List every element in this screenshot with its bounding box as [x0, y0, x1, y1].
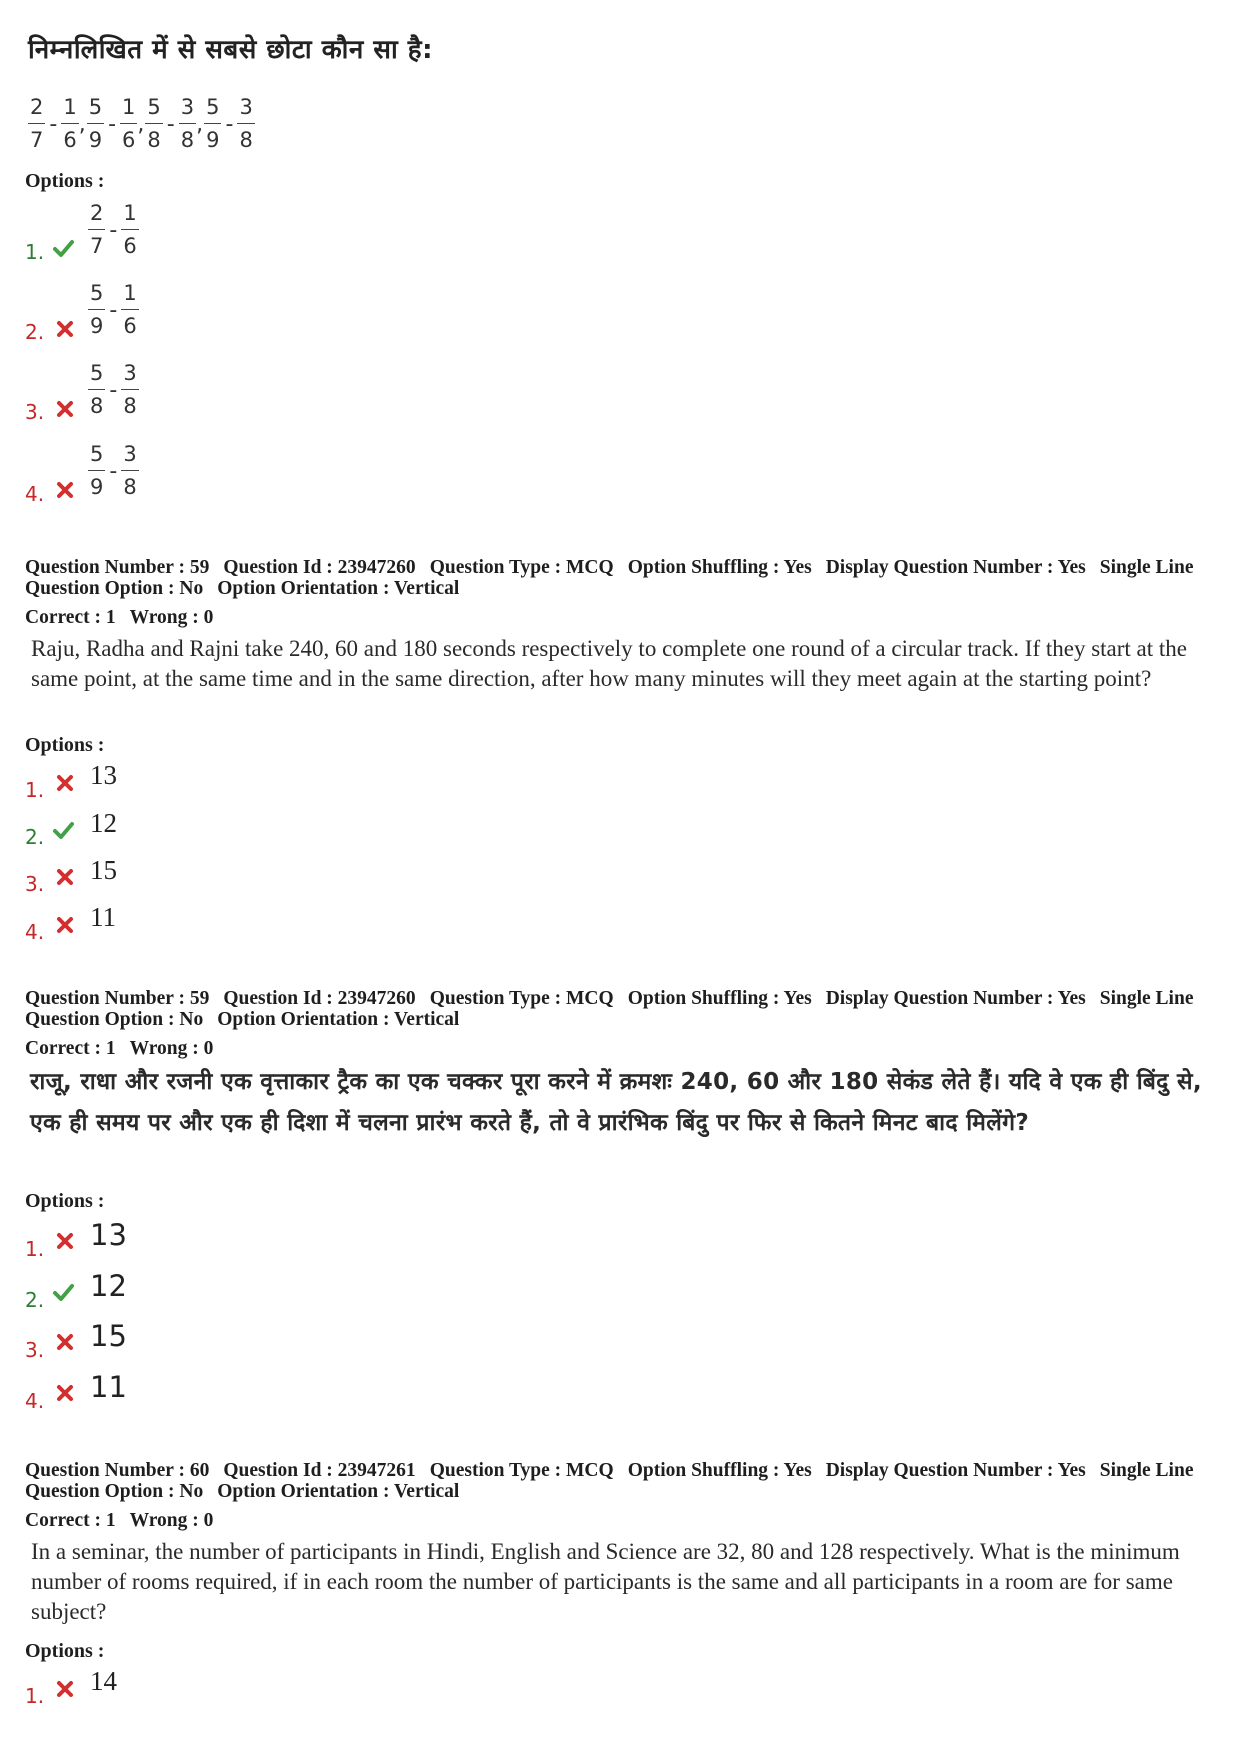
options-label: Options : — [25, 170, 105, 192]
option-value: 14 — [90, 1666, 117, 1696]
option-number: 2. — [25, 825, 45, 849]
options-label: Options : — [25, 1190, 105, 1212]
fraction: $\frac{1}{6}$ — [122, 95, 136, 152]
operator: - — [166, 111, 175, 137]
wrong-cross-icon — [54, 1678, 76, 1700]
option-value: 12 — [90, 808, 117, 838]
option-value: 13 — [90, 1218, 127, 1252]
operator: - — [49, 111, 58, 137]
question-expression-list — [28, 97, 255, 151]
option-value: 11 — [90, 902, 116, 932]
option-expression: $\frac{5}{9}$ - $\frac{3}{8}$ — [90, 442, 137, 499]
option-number: 2. — [25, 320, 45, 344]
wrong-cross-icon — [54, 1331, 76, 1353]
wrong-cross-icon — [54, 914, 76, 936]
question-marks: Correct : 1 Wrong : 0 — [25, 1510, 214, 1531]
operator: - — [108, 111, 117, 137]
operator: - — [225, 111, 234, 137]
option-value: 15 — [90, 855, 117, 885]
option-expression: $\frac{2}{7}$ - $\frac{1}{6}$ — [90, 201, 137, 258]
option-value: 11 — [90, 1370, 127, 1404]
wrong-cross-icon — [54, 1230, 76, 1252]
fraction: $\frac{2}{7}$ — [30, 95, 44, 152]
fraction: $\frac{5}{9}$ — [88, 95, 103, 152]
option-value: 15 — [90, 1319, 127, 1353]
separator: , — [137, 111, 145, 137]
option-expression: $\frac{5}{8}$ - $\frac{3}{8}$ — [90, 361, 137, 418]
separator: , — [196, 111, 204, 137]
option-value: 13 — [90, 760, 117, 790]
wrong-cross-icon — [54, 479, 76, 501]
question-text: निम्नलिखित में से सबसे छोटा कौन सा है: — [28, 35, 433, 65]
fraction: $\frac{5}{8}$ — [147, 95, 161, 152]
fraction: $\frac{5}{9}$ — [206, 95, 220, 152]
question-marks: Correct : 1 Wrong : 0 — [25, 1038, 214, 1059]
option-number: 4. — [25, 482, 45, 506]
wrong-cross-icon — [54, 318, 76, 340]
option-number: 1. — [25, 1684, 45, 1708]
wrong-cross-icon — [54, 398, 76, 420]
question-text: राजू, राधा और रजनी एक वृत्ताकार ट्रैक का एक चक्कर पूरा करने में क्रमशः 240, 60 और 180 सेकंड लेते हैं। यदि वे एक ही बिंदु से, एक ही समय पर और एक ही दिशा में चलना प्रारंभ करते हैं, तो वे प्रारंभिक बिंदु पर फिर से कितने मिनट बाद मिलेंगे? — [30, 1069, 1202, 1136]
options-label: Options : — [25, 1640, 105, 1662]
wrong-cross-icon — [54, 1382, 76, 1404]
question-marks: Correct : 1 Wrong : 0 — [25, 607, 214, 628]
fraction: $\frac{3}{8}$ — [239, 95, 253, 152]
option-number: 3. — [25, 400, 45, 424]
question-meta: Question Number : 59 Question Id : 23947260 Question Type : MCQ Option Shuffling : Yes Display Question Number : Yes Single Line Question Option : No Option Orientation : Vertical — [25, 557, 1194, 599]
option-expression: $\frac{5}{9}$ - $\frac{1}{6}$ — [90, 281, 137, 338]
correct-check-icon — [52, 237, 74, 259]
option-number: 1. — [25, 240, 45, 264]
wrong-cross-icon — [54, 772, 76, 794]
options-label: Options : — [25, 734, 105, 756]
question-text: In a seminar, the number of participants in Hindi, English and Science are 32, 80 and 128 respectively. What is the minimum number of rooms required, if in each room the number of participants is the same and all participants in a room are for same subject? — [31, 1539, 1180, 1624]
question-meta: Question Number : 59 Question Id : 23947260 Question Type : MCQ Option Shuffling : Yes Display Question Number : Yes Single Line Question Option : No Option Orientation : Vertical — [25, 988, 1194, 1030]
fraction: $\frac{3}{8}$ — [180, 95, 195, 152]
correct-check-icon — [52, 1281, 74, 1303]
fraction: $\frac{1}{6}$ — [63, 95, 77, 152]
option-number: 4. — [25, 1389, 45, 1413]
option-number: 1. — [25, 778, 45, 802]
option-number: 3. — [25, 1338, 45, 1362]
correct-check-icon — [52, 819, 74, 841]
option-number: 2. — [25, 1288, 45, 1312]
question-text: Raju, Radha and Rajni take 240, 60 and 180 seconds respectively to complete one round of a circular track. If they start at the same point, at the same time and in the same direction, after how many minutes will they meet again at the starting point? — [31, 636, 1188, 691]
option-number: 4. — [25, 920, 45, 944]
separator: , — [78, 111, 86, 137]
option-value: 12 — [90, 1269, 127, 1303]
option-number: 1. — [25, 1237, 45, 1261]
wrong-cross-icon — [54, 866, 76, 888]
option-number: 3. — [25, 872, 45, 896]
question-meta: Question Number : 60 Question Id : 23947261 Question Type : MCQ Option Shuffling : Yes Display Question Number : Yes Single Line Question Option : No Option Orientation : Vertical — [25, 1460, 1194, 1502]
